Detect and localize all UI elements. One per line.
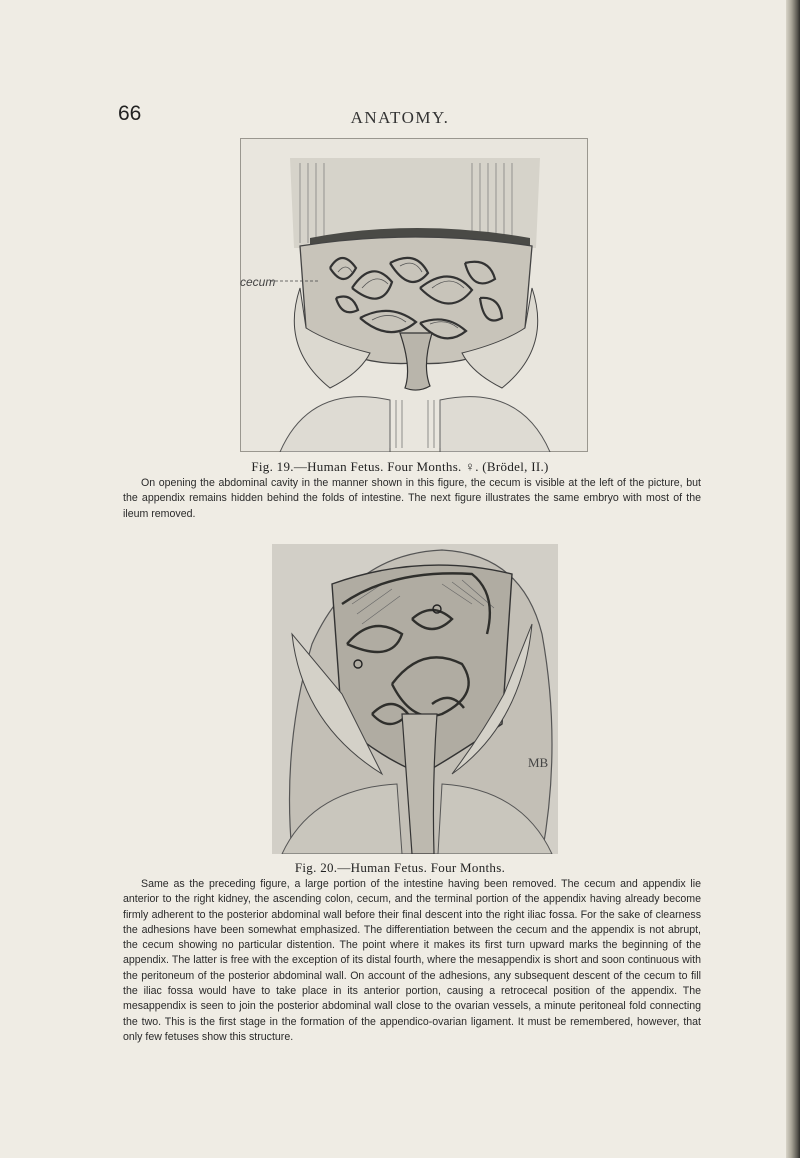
page-edge-shadow <box>786 0 800 1158</box>
figure-19-description: On opening the abdominal cavity in the manner shown in this figure, the cecum is visible at the left of the picture, but the appendix remains hidden behind the folds of intestine. The next figure illustrates the same embryo with most of the ileum removed. <box>123 477 701 520</box>
figure-20-illustration <box>272 544 558 854</box>
figure-20-description: Same as the preceding figure, a large portion of the intestine having been removed. The cecum and appendix lie anterior to the right kidney, the ascending colon, cecum, and the terminal portion of the appendix having already become firmly adherent to the posterior abdominal wall before their final descent into the right iliac fossa. For the sake of clearness the adhesions have been somewhat emphasized. The differentiation between the cecum and the appendix is not abrupt, the cecum showing no particular distention. The point where it makes its first turn upward marks the beginning of the appendix. The latter is free with the exception of its distal fourth, where the mesappendix is short and soon continuous with the peritoneum of the posterior abdominal wall. On account of the adhesions, any subsequent descent of the cecum to fill the iliac fossa would have to take place in its anterior portion, causing a retrocecal position of the appendix. The mesappendix is seen to join the posterior abdominal wall close to the ovarian vessels, a minute peritoneal fold connecting the two. This is the first stage in the formation of the appendico-ovarian ligament. It must be remembered, however, that only few fetuses show this structure. <box>123 878 701 1043</box>
cecum-label: cecum <box>240 275 276 289</box>
running-head: ANATOMY. <box>350 108 450 127</box>
figure-20-caption: Fig. 20.—Human Fetus. Four Months. <box>294 860 506 875</box>
page-number: 66 <box>118 102 142 125</box>
artist-signature: MB <box>528 755 549 770</box>
figure-19-illustration <box>240 138 588 452</box>
figure-19-caption: Fig. 19.—Human Fetus. Four Months. ♀. (Brödel, II.) <box>251 459 549 474</box>
